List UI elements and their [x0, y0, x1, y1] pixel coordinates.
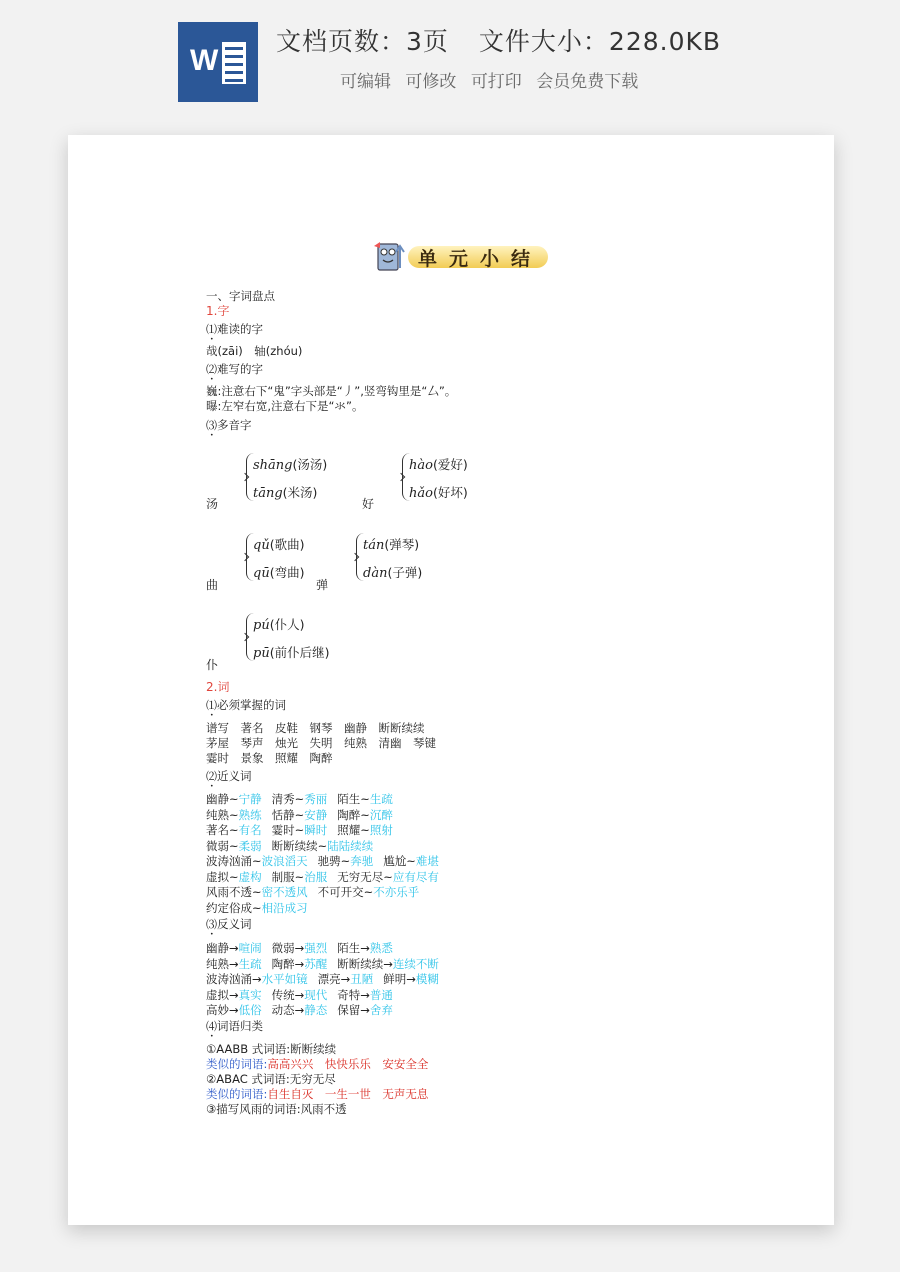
poly-char: 仆 — [206, 658, 219, 672]
synonym-pair: 断断续续~陆陆续续 — [271, 838, 374, 853]
poly-reading: dàn(子弹) — [363, 565, 423, 581]
page-count: 文档页数：3页 — [276, 27, 449, 56]
file-size: 文件大小：228.0KB — [478, 27, 722, 56]
poly-char: 好 — [362, 497, 375, 511]
synonym-pair: 幽静~宁静 — [206, 792, 262, 806]
poly-reading: tāng(米汤) — [253, 485, 318, 501]
synonym-row — [206, 792, 403, 807]
synonym-pair: 清秀~秀丽 — [271, 792, 328, 806]
poly-reading: hào(爱好) — [409, 457, 468, 473]
poly-reading: qǔ(歌曲) — [253, 537, 305, 553]
synonym-pair: 无穷无尽~应有尽有 — [337, 869, 439, 884]
poly-reading: qū(弯曲) — [253, 565, 305, 581]
class-aabb: ①AABB 式词语:断断续续 — [206, 1042, 337, 1056]
synonym-pair: 微弱~柔弱 — [206, 838, 262, 853]
hard-write-heading: ⑵难写的字 — [206, 362, 263, 376]
antonym-row — [206, 988, 403, 1003]
synonym-pair: 尴尬~难堪 — [383, 854, 439, 868]
synonym-pair: 虚拟~虚构 — [206, 869, 262, 884]
antonym-pair: 幽静→喧闹 — [206, 941, 262, 955]
must-master-row: 霎时 景象 照耀 陶醉 — [206, 751, 333, 765]
antonym-row — [206, 941, 403, 956]
banner-title: 单元小结 — [418, 248, 543, 270]
antonym-pair: 高妙→低俗 — [206, 1003, 262, 1017]
synonym-row — [206, 870, 449, 885]
antonym-row — [206, 1003, 403, 1018]
poly-char: 汤 — [206, 497, 219, 511]
antonym-pair: 保留→舍弃 — [337, 1003, 393, 1017]
word-app-icon: W — [178, 22, 258, 102]
class-abac: ②ABAC 式词语:无穷无尽 — [206, 1072, 336, 1086]
poly-reading: pú(仆人) — [253, 617, 305, 633]
antonym-pair: 动态→静态 — [271, 1003, 328, 1017]
polyphonic-heading: ⑶多音字 — [206, 418, 252, 432]
doc-features — [340, 67, 647, 92]
unit-summary-banner — [370, 238, 548, 274]
synonym-row — [206, 808, 403, 823]
antonym-row — [206, 957, 449, 972]
class-wind-rain: ③描写风雨的词语:风雨不透 — [206, 1102, 347, 1116]
synonyms-heading: ⑵近义词 — [206, 769, 252, 783]
synonym-pair: 约定俗成~相沿成习 — [206, 900, 308, 915]
synonym-pair: 著名~有名 — [206, 823, 262, 837]
synonym-row — [206, 839, 383, 854]
antonym-pair: 波涛汹涌→水平如镜 — [206, 972, 308, 986]
must-master-row: 茅屋 琴声 烛光 失明 纯熟 清幽 琴键 — [206, 736, 436, 750]
antonym-pair: 虚拟→真实 — [206, 987, 262, 1002]
synonym-pair: 制服~治服 — [271, 869, 328, 884]
doc-info-title — [276, 22, 751, 58]
synonym-pair: 照耀~照射 — [337, 823, 393, 837]
hard-read-words: 哉(zāi) 轴(zhóu) — [206, 344, 303, 358]
hard-write-line-1: 巍:注意右下“鬼”字头部是“丿”,竖弯钩里是“厶”。 — [206, 384, 457, 398]
feature-editable: 可编辑 — [340, 72, 391, 92]
antonym-pair: 漂亮→丑陋 — [317, 972, 374, 986]
synonym-pair: 波涛汹涌~波浪滔天 — [206, 854, 308, 868]
poly-reading: hǎo(好坏) — [409, 485, 468, 501]
antonym-row — [206, 972, 449, 987]
antonym-pair: 微弱→强烈 — [271, 941, 328, 955]
hard-read-heading: ⑴难读的字 — [206, 322, 263, 336]
synonym-pair: 霎时~瞬时 — [271, 823, 328, 837]
poly-reading: shāng(汤汤) — [253, 457, 328, 473]
synonym-pair: 驰骋~奔驰 — [317, 854, 374, 868]
must-master-heading: ⑴必须掌握的词 — [206, 698, 286, 712]
synonym-row — [206, 854, 449, 869]
antonym-pair: 纯熟→生疏 — [206, 956, 262, 971]
document-page — [68, 135, 834, 1225]
antonym-pair: 传统→现代 — [271, 987, 328, 1002]
antonyms-heading: ⑶反义词 — [206, 917, 252, 931]
synonym-pair: 不可开交~不亦乐乎 — [317, 885, 420, 899]
antonym-pair: 奇特→普通 — [337, 987, 393, 1002]
synonym-pair: 风雨不透~密不透风 — [206, 885, 308, 899]
poly-char: 曲 — [206, 578, 219, 592]
class-aabb-similar: 类似的词语:高高兴兴 快快乐乐 安安全全 — [206, 1057, 429, 1071]
feature-printable: 可打印 — [470, 72, 522, 92]
poly-reading: tán(弹琴) — [363, 537, 420, 553]
feature-member-download: 会员免费下载 — [536, 72, 639, 92]
antonym-pair: 陶醉→苏醒 — [271, 956, 328, 971]
antonym-pair: 陌生→熟悉 — [337, 941, 393, 955]
synonym-pair: 陶醉~沉醉 — [337, 807, 393, 822]
synonym-row — [206, 901, 318, 916]
class-abac-similar: 类似的词语:自生自灭 一生一世 无声无息 — [206, 1087, 429, 1101]
poly-reading: pū(前仆后继) — [253, 645, 330, 661]
synonym-pair: 恬静~安静 — [271, 807, 328, 822]
hard-write-line-2: 曝:左窄右宽,注意右下是“氺”。 — [206, 399, 364, 413]
antonym-pair: 鲜明→模糊 — [383, 972, 439, 986]
book-mascot-icon — [370, 238, 412, 274]
section-heading: 一、字词盘点 — [206, 289, 275, 303]
feature-modifiable: 可修改 — [405, 72, 457, 92]
synonym-pair: 纯熟~熟练 — [206, 807, 262, 822]
synonym-row — [206, 885, 429, 900]
word-classification-heading: ⑷词语归类 — [206, 1019, 263, 1033]
subheading-words: 2.词 — [206, 680, 230, 694]
synonym-row — [206, 823, 403, 838]
must-master-row: 谱写 著名 皮鞋 钢琴 幽静 断断续续 — [206, 721, 425, 735]
poly-char: 弹 — [316, 578, 329, 592]
antonym-pair: 断断续续→连续不断 — [337, 956, 439, 971]
subheading-characters: 1.字 — [206, 304, 230, 318]
synonym-pair: 陌生~生疏 — [337, 792, 393, 806]
